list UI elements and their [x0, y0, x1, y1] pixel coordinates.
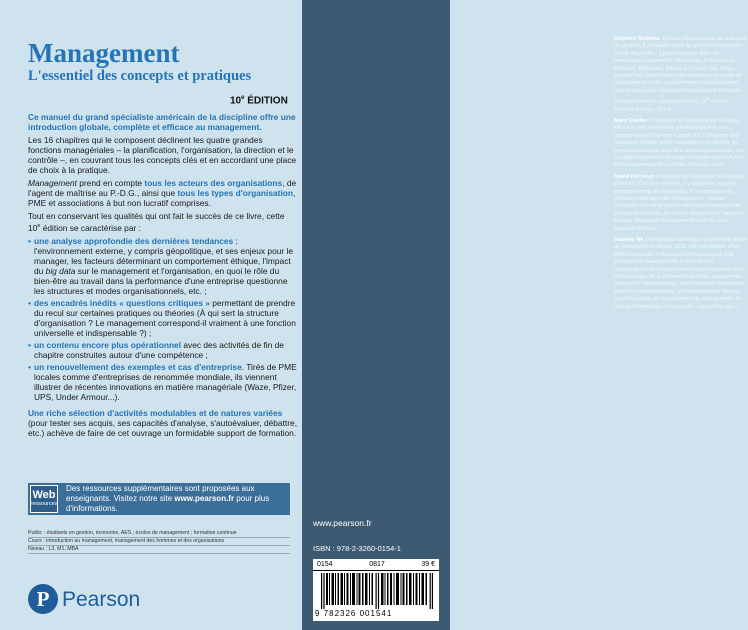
- text: , 16: [697, 99, 708, 106]
- barcode-price: 39 €: [421, 561, 435, 568]
- text: Des ressources supplémentaires sont proposées aux enseignants. Visitez notre site: [66, 484, 255, 503]
- description-body: [28, 112, 298, 441]
- feature-italic: big data: [45, 265, 76, 276]
- text: « out of the box »: [694, 303, 739, 310]
- closing-text: (pour tester ses acquis, ses capacités d'analyse, s'autoévaluer, débattre, etc.) achève de faire de cet ouvrage un formidable support de formation.: [28, 417, 298, 438]
- barcode-code-mid: 0817: [369, 561, 385, 568]
- web-resources-logo: [30, 485, 58, 513]
- text: Organizational Behavior: [680, 87, 741, 94]
- text: Tout en conservant les qualités qui ont fait le succès de ce livre, cette 10: [28, 211, 285, 233]
- feature-head: une analyse approfondie des dernières tendances: [34, 235, 234, 246]
- feature-text: permettant de prendre du recul sur certaines pratiques ou théories (À qui sert la structure d'organisation ? Le management correspond-il vraiment à une fonction universelle et indispensable ?) ;: [34, 297, 296, 338]
- web-resources-text: [58, 484, 290, 514]
- text: édition se caractérise par :: [40, 222, 141, 233]
- text: Human Resources Management: [614, 218, 695, 225]
- feature-head: des encadrés inédits « questions critiques »: [34, 297, 210, 308]
- author-bio-ne: [614, 237, 748, 311]
- edition-word: ÉDITION: [244, 95, 288, 107]
- audience-cours: Cours : introduction au management, management des hommes et des organisations: [28, 538, 290, 546]
- feature-text: avec des activités de fin de chapitre construites autour d'une compétence ;: [34, 339, 284, 360]
- author-name: Isabelle Né: [614, 237, 644, 244]
- text: Président de l'université de Coastal Carolina (Caroline du Sud), il y supervise tous les enseignements en leadership. Il est coauteur de plusieurs ouvrages de management :: [614, 173, 744, 202]
- text: , ou encore: [660, 210, 691, 217]
- barcode-icon: [321, 573, 433, 609]
- closing-paragraph: [28, 408, 298, 438]
- highlight-actors: tous les acteurs des organisations: [144, 178, 283, 188]
- author-name: David DeCenzo: [614, 173, 655, 180]
- barcode-header: [313, 559, 439, 571]
- text: et: [737, 210, 744, 217]
- edition-label: [230, 95, 288, 106]
- edition-number: 10: [230, 95, 242, 107]
- paragraph-actors: [28, 178, 298, 208]
- audience-niveau: Niveau : L3, M1, MBA: [28, 546, 290, 554]
- web-logo-top: Web: [32, 489, 56, 501]
- sup: e: [707, 96, 710, 102]
- text: pour plus d'informations.: [66, 494, 270, 513]
- book-title: Management: [28, 38, 180, 68]
- feature-head: un contenu encore plus opérationnel: [34, 339, 182, 350]
- text: Human Relations: Personal and Professional Development, Employee Benefits: [614, 195, 742, 217]
- text: coécrits avec Stephen Robbins.: [614, 218, 729, 232]
- list-item: [28, 362, 298, 402]
- feature-text: . Tirés de PME locales comme d'entreprises de renommée mondiale, ils viennent illustrer de récentes innovations en matière managériale (Waze, Pfizer, UPS, Under Armour...).: [34, 361, 297, 402]
- text: , de l'agent de maîtrise au P.-D.G., ainsi que: [28, 178, 297, 198]
- text: .: [738, 303, 740, 310]
- text: Enseignante-chercheur à Grenoble École de Management depuis 2011, elle est titulaire d'un DBA (Doctorate in Business Administration). Elle enseigne le management, la théorie des organisations, le comportement organisationnel et la méthodologie de la recherche dans les programmes français et internationaux. Ses domaines d'expertise sont les comportements, les interactions et risques psychosociaux, le management du changement, la culture d'entreprise et la pensée: [614, 237, 748, 310]
- barcode-block: [313, 559, 439, 621]
- text: (: [614, 99, 616, 106]
- barcode-code-left: 0154: [317, 561, 333, 568]
- features-list: [28, 236, 298, 402]
- isbn-label: ISBN : 978-2-3260-0154-1: [313, 544, 401, 553]
- authors-panel: [302, 0, 748, 630]
- list-item: [28, 298, 298, 338]
- author-bio-robbins: [614, 36, 748, 114]
- audience-info: [28, 530, 290, 554]
- feature-head: un renouvellement des exemples et cas d'entreprise: [34, 361, 242, 372]
- edition-sup: e: [241, 95, 245, 101]
- list-item: [28, 340, 298, 360]
- author-bio-coulter: [614, 118, 748, 170]
- author-name: Mary Coulter: [614, 117, 649, 124]
- highlight-types: tous les types d'organisation: [177, 188, 294, 198]
- intro-paragraph: Ce manuel du grand spécialiste américain de la discipline offre une introduction globale, complète et efficace au management.: [28, 112, 296, 132]
- text: Professeur à l'université de l'État du Missouri, elle s'intéresse particulièrement aux organisations à but non lucratif et à l'utilisation des nouveaux médias dans l'enseignement. Auteur de nombreux articles dans des revues spécialisées, elle a publié notamment: [614, 117, 745, 161]
- web-logo-bottom: ressources: [30, 501, 58, 507]
- front-cover-panel: [0, 0, 302, 630]
- author-bio-decenzo: [614, 174, 748, 233]
- text: et: [614, 162, 621, 169]
- feature-text: sur le management et l'organisation, en quoi le rôle du bien-être au travail dans la performance d'une entreprise questionne les structures et modes organisationnels, etc. ;: [34, 265, 288, 296]
- text: Entrepreneurship in Action: [620, 162, 686, 169]
- publisher-name: Pearson: [62, 588, 141, 611]
- sup: e: [37, 223, 41, 229]
- text: , PME et associations à but non lucratif comprises.: [28, 188, 296, 208]
- audience-public: Public : étudiants en gestion, économie, AES ; écoles de management ; formation continue: [28, 530, 290, 538]
- paragraph-chapters: Les 16 chapitres qui le composent déclinent les quatre grandes fonctions managériales – la planification, l'organisation, la direction et le contrôle –, en couvrant tous les concepts clés et en accordant une place de choix à la pratique.: [28, 135, 297, 175]
- text: (Prentice Hall).: [685, 162, 725, 169]
- logo-letter: P: [36, 586, 50, 611]
- publisher-website[interactable]: www.pearson.fr: [313, 518, 372, 528]
- pearson-logo-icon: [28, 584, 58, 614]
- text: Comportements organisationnels: [615, 99, 698, 106]
- text: édition, Pearson France, 2014).: [614, 99, 730, 113]
- web-resources-box: [28, 483, 290, 515]
- book-subtitle: L'essentiel des concepts et pratiques: [28, 68, 252, 84]
- text: Supervision Today!: [690, 210, 738, 217]
- barcode-ean-number: 9 782326 001541: [315, 609, 393, 618]
- authors-bios: [614, 36, 748, 315]
- feature-text: : l'environnement externe, y compris géopolitique, et ses enjeux pour le manager, les facteurs déterminant un comportement éthique, l'impact du: [34, 235, 294, 276]
- web-site-link[interactable]: www.pearson.fr: [174, 494, 235, 503]
- list-item: [28, 236, 298, 296]
- book-name-italic: Management: [28, 178, 77, 188]
- author-name: Stephen Robbins: [614, 36, 660, 42]
- text: Strategic Management in Action: [664, 154, 744, 161]
- text: prend en compte: [76, 178, 145, 188]
- paragraph-edition: [28, 211, 298, 233]
- closing-bold: Une riche sélection d'activités modulables et de natures variées: [28, 407, 283, 418]
- text: Titulaire d'un doctorat en sciences de gestion, il a travaillé pour de grandes entreprises (Shell, Reynolds...) puis enseigné dans de nombreuses universités (Nebraska, Concordia à Montréal, Baltimore, Illinois du Sud et San Diego aujourd'hui). Il est l'auteur de nombreux manuels de management et de comportement organisationnel, dont le best-seller mondial: [614, 36, 746, 94]
